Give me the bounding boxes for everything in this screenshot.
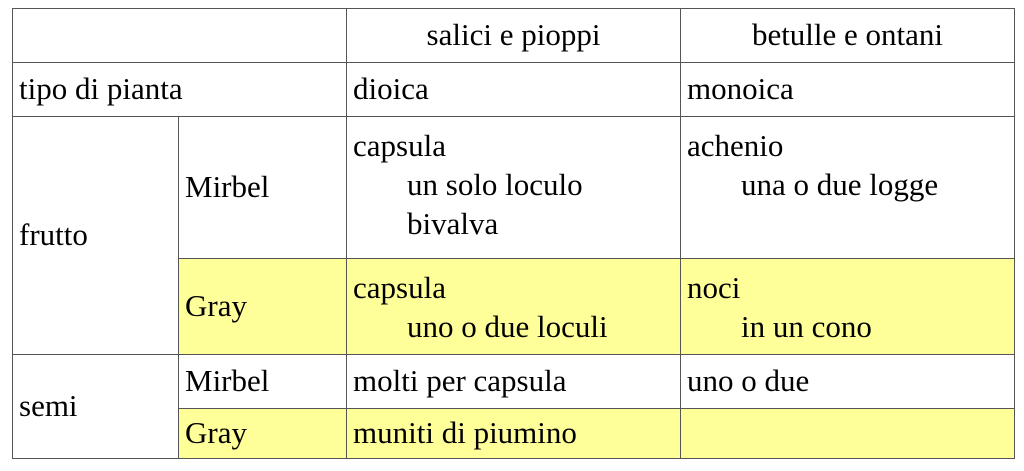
fruit-gray-label: Gray: [179, 259, 347, 355]
fruit-mirbel-col2-line2: una o due logge: [741, 166, 939, 202]
fruit-gray-col1-line2: uno o due loculi: [407, 308, 608, 344]
fruit-mirbel-col2: [681, 117, 1015, 259]
header-salici-pioppi: salici e pioppi: [347, 9, 681, 63]
plant-type-row: [13, 63, 1015, 117]
plant-type-label: tipo di pianta: [13, 63, 347, 117]
seeds-gray-col2: [681, 409, 1015, 459]
fruit-label: frutto: [13, 117, 179, 355]
seeds-mirbel-label: Mirbel: [179, 355, 347, 409]
plant-type-col2: monoica: [681, 63, 1015, 117]
seeds-gray-label: Gray: [179, 409, 347, 459]
empty-corner-cell: [13, 9, 347, 63]
fruit-mirbel-col1-line1: capsula: [353, 128, 446, 163]
fruit-mirbel-col1: [347, 117, 681, 259]
fruit-gray-col1: [347, 259, 681, 355]
fruit-mirbel-col1-line3: bivalva: [407, 205, 499, 241]
seeds-mirbel-row: [13, 355, 1015, 409]
seeds-label: semi: [13, 355, 179, 459]
seeds-mirbel-col2: uno o due: [681, 355, 1015, 409]
seeds-mirbel-col1: molti per capsula: [347, 355, 681, 409]
fruit-mirbel-label: Mirbel: [179, 117, 347, 259]
header-row: [13, 9, 1015, 63]
fruit-mirbel-col1-line2: un solo loculo: [407, 166, 583, 202]
seeds-gray-col1: muniti di piumino: [347, 409, 681, 459]
plant-type-col1: dioica: [347, 63, 681, 117]
comparison-table: [12, 8, 1015, 459]
fruit-gray-col2-line1: noci: [687, 270, 741, 305]
fruit-mirbel-row: [13, 117, 1015, 259]
header-betulle-ontani: betulle e ontani: [681, 9, 1015, 63]
fruit-gray-col2-line2: in un cono: [741, 308, 872, 344]
fruit-gray-col2: [681, 259, 1015, 355]
fruit-mirbel-col2-line1: achenio: [687, 128, 784, 163]
fruit-gray-col1-line1: capsula: [353, 270, 446, 305]
